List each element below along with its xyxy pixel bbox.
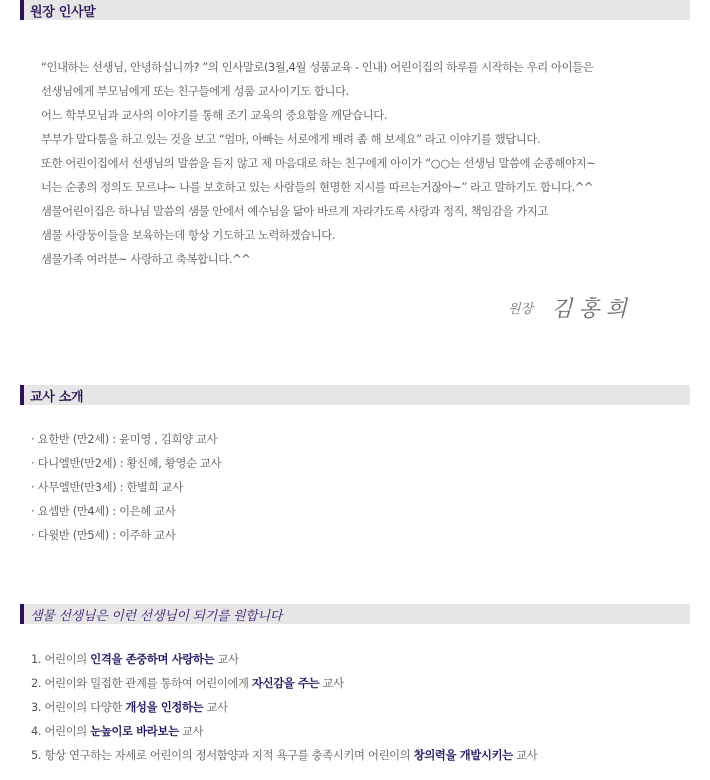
- wish-item: [31, 648, 537, 672]
- wish-highlight: 눈높이로 바라보는: [90, 725, 179, 738]
- teacher-item: · 다윗반 (만5세) : 이주하 교사: [31, 529, 176, 542]
- greeting-line: 샘물 사랑둥이들을 보육하는데 항상 기도하고 노력하겠습니다.: [41, 229, 336, 242]
- greeting-text: [41, 56, 691, 272]
- signature-role: 원장: [508, 302, 534, 317]
- wish-text: 3. 어린이의 다양한: [31, 701, 126, 714]
- teacher-item: · 요셉반 (만4세) : 이은혜 교사: [31, 505, 176, 518]
- wish-text: 교사: [203, 701, 228, 714]
- greeting-line: 너는 순종의 정의도 모르냐~ 나를 보호하고 있는 사람들의 현명한 지시를 따르는거잖아~” 라고 말하기도 합니다.^^: [41, 181, 594, 194]
- wish-text: 교사: [512, 749, 538, 762]
- teachers-section-header: [20, 385, 690, 405]
- header-accent-bar: [20, 385, 24, 405]
- director-signature: [508, 292, 633, 323]
- teacher-list: [31, 428, 221, 548]
- wish-text: 1. 어린이의: [31, 653, 91, 666]
- greeting-line: 샘물어린이집은 하나님 말씀의 샘물 안에서 예수님을 닮아 바르게 자라가도록 사랑과 정직, 책임감을 가지고: [41, 205, 548, 218]
- greeting-section-header: [20, 0, 690, 20]
- wish-highlight: 인격을 존중하며 사랑하는: [90, 653, 215, 666]
- wish-item: [31, 720, 537, 744]
- teachers-title: 교사 소개: [30, 390, 84, 405]
- wish-highlight: 개성을 인정하는: [125, 701, 204, 714]
- wish-highlight: 자신감을 주는: [251, 677, 320, 690]
- wish-highlight: 창의력을 개발시키는: [413, 749, 513, 762]
- greeting-line: 또한 어린이집에서 선생님의 말씀을 듣지 않고 제 마음대로 하는 친구에게 아이가 “○○는 선생님 말씀에 순종해야지~: [41, 157, 596, 170]
- signature-name: 김홍희: [551, 297, 633, 322]
- greeting-line: 샘물가족 여러분~ 사랑하고 축복합니다.^^: [41, 253, 251, 266]
- teacher-item: · 요한반 (만2세) : 윤미영 , 김희양 교사: [31, 433, 218, 446]
- wish-item: [31, 744, 537, 768]
- teacher-item: · 다니엘반(만2세) : 황신혜, 황영순 교사: [31, 457, 222, 470]
- greeting-line: “인내하는 선생님, 안녕하십니까? ”의 인사말로(3월,4월 성품교육 - 인내) 어린이집의 하루를 시작하는 우리 아이들은: [41, 61, 594, 74]
- wish-item: [31, 696, 537, 720]
- wish-text: 5. 항상 연구하는 자세로 어린이의 정서함양과 지적 욕구를 충족시키며 어린이의: [31, 749, 414, 762]
- greeting-line: 선생님에게 부모님에게 또는 친구들에게 성품 교사이기도 합니다.: [41, 85, 349, 98]
- greeting-line: 부부가 말다툼을 하고 있는 것을 보고 “엄마, 아빠는 서로에게 배려 좀 해 보세요” 라고 이야기를 했답니다.: [41, 133, 541, 146]
- wish-list: [31, 648, 537, 768]
- header-accent-bar: [20, 0, 24, 20]
- wish-text: 교사: [178, 725, 204, 738]
- header-accent-bar: [20, 604, 24, 624]
- wish-text: 교사: [319, 677, 344, 690]
- greeting-title: 원장 인사말: [30, 5, 96, 20]
- wish-section-header: [20, 604, 690, 624]
- wish-title: 샘물 선생님은 이런 선생님이 되기를 원합니다: [30, 609, 283, 624]
- wish-text: 4. 어린이의: [31, 725, 91, 738]
- wish-item: [31, 672, 537, 696]
- wish-text: 2. 어린이와 밀접한 관계를 통하여 어린이에게: [31, 677, 252, 690]
- teacher-item: · 사무엘반(만3세) : 한별희 교사: [31, 481, 183, 494]
- wish-text: 교사: [214, 653, 239, 666]
- greeting-line: 어느 학부모님과 교사의 이야기를 통해 조기 교육의 중요함을 깨닫습니다.: [41, 109, 388, 122]
